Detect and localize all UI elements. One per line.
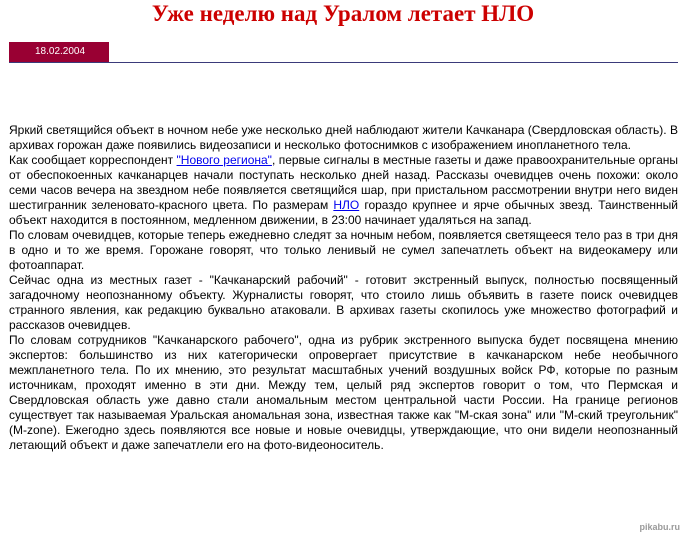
paragraph-2-text-start: Как сообщает корреспондент bbox=[9, 153, 177, 167]
paragraph-2 bbox=[9, 153, 678, 228]
paragraph-2-text-middle: , первые сигналы в местные газеты и даже правоохранительные органы от обеспокоенных качканарцев начали поступать несколько дней назад. Рассказы очевидцев очень похожи: около семи часов вечера на звездном небе появляется светящийся шар, при пристальном рассмотрении внутри него виден шестигранник зеленовато-красного цвета. По размерам bbox=[9, 153, 679, 212]
publication-date: 18.02.2004 bbox=[35, 46, 86, 57]
date-badge bbox=[9, 42, 109, 62]
paragraph-4: Сейчас одна из местных газет - "Качканарский рабочий" - готовит экстренный выпуск, полностью посвященный загадочному неопознанному объекту. Журналисты говорят, что стоило лишь объявить в газете поиск очевидцев странного явления, как редакцию буквально атаковали. В архивах газеты скопилось уже множество фотографий и рассказов очевидцев. bbox=[9, 273, 678, 332]
paragraph-2-text-end: гораздо крупнее и ярче обычных звезд. Таинственный объект находится в постоянном, медленном движении, в 23:00 начинает удаляться на запад. bbox=[9, 198, 678, 227]
date-bar bbox=[9, 42, 678, 63]
watermark: pikabu.ru bbox=[639, 522, 680, 532]
paragraph-3: По словам очевидцев, которые теперь ежедневно следят за ночным небом, появляется светящееся тело раз в три дня в одно и то же время. Горожане говорят, что только ленивый не сумел запечатлеть объект на видеокамеру или фотоаппарат. bbox=[9, 228, 678, 272]
paragraph-1: Яркий светящийся объект в ночном небе уже несколько дней наблюдают жители Качканара (Свердловская область). В архивах горожан даже появились видеозаписи и несколько фотоснимков с изображением инопланетного тела. bbox=[9, 123, 678, 152]
nlo-link[interactable]: НЛО bbox=[333, 198, 360, 212]
paragraph-5: По словам сотрудников "Качканарского рабочего", одна из рубрик экстренного выпуска будет посвящена мнению экспертов: большинство из них категорически опровергает присутствие в качканарском небе необычного межпланетного тела. По их мнению, это результат масштабных учений воздушных войск РФ, которые по разным источникам, проходят именно в эти дни. Между тем, целый ряд экспертов говорит о том, что Пермская и Свердловская область уже давно стали аномальным местом центральной части России. На границе регионов существует так называемая Уральская аномальная зона, известная также как "М-ская зона" или "М-ский треугольник" (M-zone). Ежегодно здесь появляются все новые и новые очевидцы, утверждающие, что они видели неопознанный летающий объект и даже запечатлели его на фото-видеоноситель. bbox=[9, 333, 678, 452]
article-body bbox=[9, 123, 678, 453]
novy-region-link[interactable]: "Нового региона" bbox=[176, 153, 272, 167]
article-title: Уже неделю над Уралом летает НЛО bbox=[151, 1, 535, 26]
